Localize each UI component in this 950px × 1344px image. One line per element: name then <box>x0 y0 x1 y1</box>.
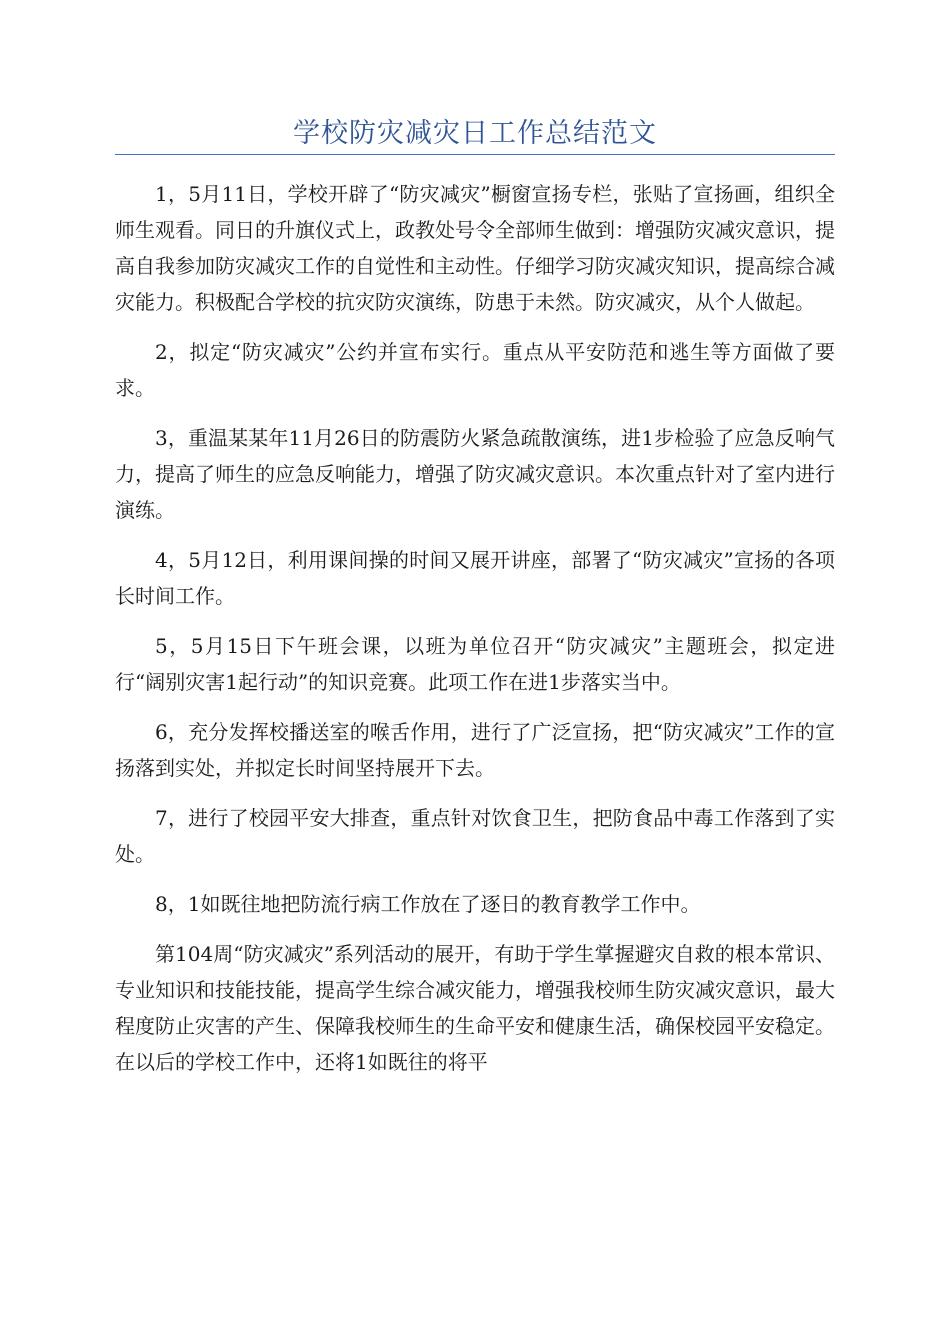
paragraph-2: 2，拟定“防灾减灾”公约并宣布实行。重点从平安防范和逃生等方面做了要求。 <box>115 340 835 400</box>
paragraph-5: 5，5月15日下午班会课，以班为单位召开“防灾减灾”主题班会，拟定进行“阔别灾害1起行动”的知识竞赛。此项工作在进1步落实当中。 <box>115 634 835 694</box>
paragraph-6: 6，充分发挥校播送室的喉舌作用，进行了广泛宣扬，把“防灾减灾”工作的宣扬落到实处，并拟定长时间坚持展开下去。 <box>115 720 835 780</box>
paragraph-4: 4，5月12日，利用课间操的时间又展开讲座，部署了“防灾减灾”宣扬的各项长时间工作。 <box>115 548 835 608</box>
title-underline <box>115 154 835 155</box>
paragraph-1: 1，5月11日，学校开辟了“防灾减灾”橱窗宣扬专栏，张贴了宣扬画，组织全师生观看。同日的升旗仪式上，政教处号令全部师生做到：增强防灾减灾意识，提高自我参加防灾减灾工作的自觉性和主动性。仔细学习防灾减灾知识，提高综合减灾能力。积极配合学校的抗灾防灾演练，防患于未然。防灾减灾，从个人做起。 <box>115 182 835 314</box>
document-body <box>115 176 835 1094</box>
paragraph-3: 3，重温某某年11月26日的防震防火紧急疏散演练，进1步检验了应急反响气力，提高了师生的应急反响能力，增强了防灾减灾意识。本次重点针对了室内进行演练。 <box>115 426 835 522</box>
paragraph-7: 7，进行了校园平安大排查，重点针对饮食卫生，把防食品中毒工作落到了实处。 <box>115 806 835 866</box>
paragraph-9: 第104周“防灾减灾”系列活动的展开，有助于学生掌握避灾自救的根本常识、专业知识和技能技能，提高学生综合减灾能力，增强我校师生防灾减灾意识，最大程度防止灾害的产生、保障我校师生的生命平安和健康生活，确保校园平安稳定。在以后的学校工作中，还将1如既往的将平 <box>115 942 835 1074</box>
paragraph-8: 8，1如既往地把防流行病工作放在了逐日的教育教学工作中。 <box>155 892 701 916</box>
document-title: 学校防灾减灾日工作总结范文 <box>293 118 657 149</box>
